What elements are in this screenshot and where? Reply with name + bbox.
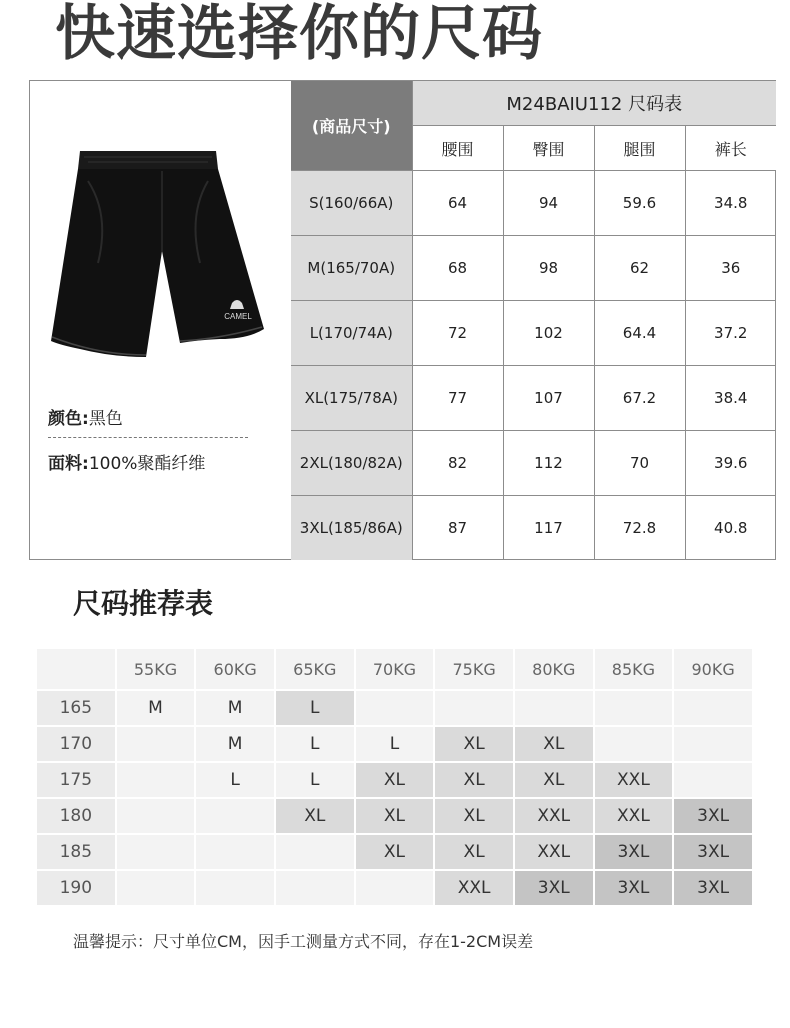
recommended-size-cell: [594, 726, 674, 762]
height-label: 170: [36, 726, 116, 762]
product-color: [48, 404, 123, 429]
weight-header-row: [36, 648, 753, 690]
size-value: 87: [412, 496, 503, 561]
weight-header: 60KG: [195, 648, 275, 690]
size-table-title: M24BAIU112 尺码表: [412, 81, 776, 126]
size-value: 82: [412, 431, 503, 496]
recommended-size-cell: 3XL: [673, 834, 753, 870]
recommended-size-cell: [514, 690, 594, 726]
size-column-header: 腰围: [412, 126, 503, 171]
weight-header: 85KG: [594, 648, 674, 690]
recommended-size-cell: M: [195, 690, 275, 726]
recommendation-table: [35, 647, 754, 907]
recommendation-row: [36, 726, 753, 762]
size-chart-section: [29, 80, 776, 560]
recommended-size-cell: XL: [514, 726, 594, 762]
recommended-size-cell: [195, 798, 275, 834]
product-panel: [30, 81, 292, 559]
recommended-size-cell: XL: [434, 726, 514, 762]
size-value: 37.2: [685, 301, 776, 366]
recommendation-row: [36, 834, 753, 870]
recommended-size-cell: 3XL: [673, 870, 753, 906]
recommended-size-cell: 3XL: [594, 834, 674, 870]
size-value: 34.8: [685, 171, 776, 236]
weight-header: 75KG: [434, 648, 514, 690]
recommended-size-cell: 3XL: [594, 870, 674, 906]
size-value: 102: [503, 301, 594, 366]
recommended-size-cell: XL: [514, 762, 594, 798]
color-value: 黑色: [88, 409, 123, 429]
size-row: [291, 431, 776, 496]
recommended-size-cell: L: [355, 726, 435, 762]
recommended-size-cell: XL: [434, 834, 514, 870]
size-label: S(160/66A): [291, 171, 412, 236]
color-label: 颜色:: [48, 409, 89, 429]
recommended-size-cell: [116, 870, 196, 906]
recommended-size-cell: XL: [355, 798, 435, 834]
height-label: 175: [36, 762, 116, 798]
recommended-size-cell: 3XL: [673, 798, 753, 834]
recommended-size-cell: XL: [434, 798, 514, 834]
recommended-size-cell: [673, 726, 753, 762]
product-material: [48, 449, 205, 474]
size-value: 112: [503, 431, 594, 496]
size-value: 62: [594, 236, 685, 301]
size-column-header: 裤长: [685, 126, 776, 171]
size-label: 2XL(180/82A): [291, 431, 412, 496]
weight-header: 70KG: [355, 648, 435, 690]
recommended-size-cell: XL: [275, 798, 355, 834]
recommended-size-cell: [116, 798, 196, 834]
recommendation-row: [36, 870, 753, 906]
material-value: 100%聚酯纤维: [88, 454, 206, 474]
recommended-size-cell: L: [275, 690, 355, 726]
size-value: 36: [685, 236, 776, 301]
info-divider: [48, 437, 248, 438]
height-label: 185: [36, 834, 116, 870]
size-label: XL(175/78A): [291, 366, 412, 431]
black-shorts-image: [48, 143, 273, 368]
recommended-size-cell: [195, 834, 275, 870]
recommended-size-cell: [434, 690, 514, 726]
recommended-size-cell: [673, 762, 753, 798]
recommended-size-cell: L: [195, 762, 275, 798]
weight-header: 90KG: [673, 648, 753, 690]
height-label: 180: [36, 798, 116, 834]
spec-header: (商品尺寸): [291, 81, 412, 171]
corner-cell: [36, 648, 116, 690]
recommended-size-cell: [116, 762, 196, 798]
recommended-size-cell: [355, 870, 435, 906]
size-value: 94: [503, 171, 594, 236]
size-value: 72.8: [594, 496, 685, 561]
recommended-size-cell: [116, 834, 196, 870]
size-row: [291, 366, 776, 431]
size-value: 70: [594, 431, 685, 496]
recommended-size-cell: [275, 834, 355, 870]
recommended-size-cell: [673, 690, 753, 726]
size-value: 117: [503, 496, 594, 561]
size-label: M(165/70A): [291, 236, 412, 301]
size-row: [291, 171, 776, 236]
size-value: 68: [412, 236, 503, 301]
size-label: 3XL(185/86A): [291, 496, 412, 561]
height-label: 165: [36, 690, 116, 726]
size-value: 107: [503, 366, 594, 431]
measurement-tip: 温馨提示：尺寸单位CM，因手工测量方式不同，存在1-2CM误差: [73, 932, 534, 951]
recommended-size-cell: XXL: [514, 834, 594, 870]
recommended-size-cell: L: [275, 726, 355, 762]
recommended-size-cell: XXL: [514, 798, 594, 834]
size-value: 67.2: [594, 366, 685, 431]
size-value: 77: [412, 366, 503, 431]
recommended-size-cell: [195, 870, 275, 906]
recommended-size-cell: XL: [355, 762, 435, 798]
weight-header: 80KG: [514, 648, 594, 690]
recommended-size-cell: M: [195, 726, 275, 762]
recommendation-row: [36, 798, 753, 834]
camel-logo-text: CAMEL: [224, 312, 252, 321]
recommended-size-cell: XXL: [434, 870, 514, 906]
recommended-size-cell: [355, 690, 435, 726]
size-value: 98: [503, 236, 594, 301]
size-value: 64: [412, 171, 503, 236]
size-row: [291, 301, 776, 366]
recommended-size-cell: M: [116, 690, 196, 726]
recommended-size-cell: [594, 690, 674, 726]
recommended-size-cell: XXL: [594, 762, 674, 798]
size-value: 72: [412, 301, 503, 366]
size-value: 39.6: [685, 431, 776, 496]
recommended-size-cell: L: [275, 762, 355, 798]
recommended-size-cell: XL: [355, 834, 435, 870]
size-column-header: 腿围: [594, 126, 685, 171]
size-value: 59.6: [594, 171, 685, 236]
recommendation-row: [36, 690, 753, 726]
size-row: [291, 236, 776, 301]
recommendation-row: [36, 762, 753, 798]
page-title: 快速选择你的尺码: [55, 0, 543, 69]
size-table: [291, 81, 776, 560]
size-column-header: 臀围: [503, 126, 594, 171]
recommended-size-cell: XXL: [594, 798, 674, 834]
weight-header: 55KG: [116, 648, 196, 690]
weight-header: 65KG: [275, 648, 355, 690]
size-value: 38.4: [685, 366, 776, 431]
recommendation-title: 尺码推荐表: [73, 587, 214, 620]
size-row: [291, 496, 776, 561]
recommended-size-cell: XL: [434, 762, 514, 798]
size-value: 40.8: [685, 496, 776, 561]
size-value: 64.4: [594, 301, 685, 366]
recommended-size-cell: [275, 870, 355, 906]
recommended-size-cell: [116, 726, 196, 762]
size-label: L(170/74A): [291, 301, 412, 366]
material-label: 面料:: [48, 454, 89, 474]
recommended-size-cell: 3XL: [514, 870, 594, 906]
height-label: 190: [36, 870, 116, 906]
